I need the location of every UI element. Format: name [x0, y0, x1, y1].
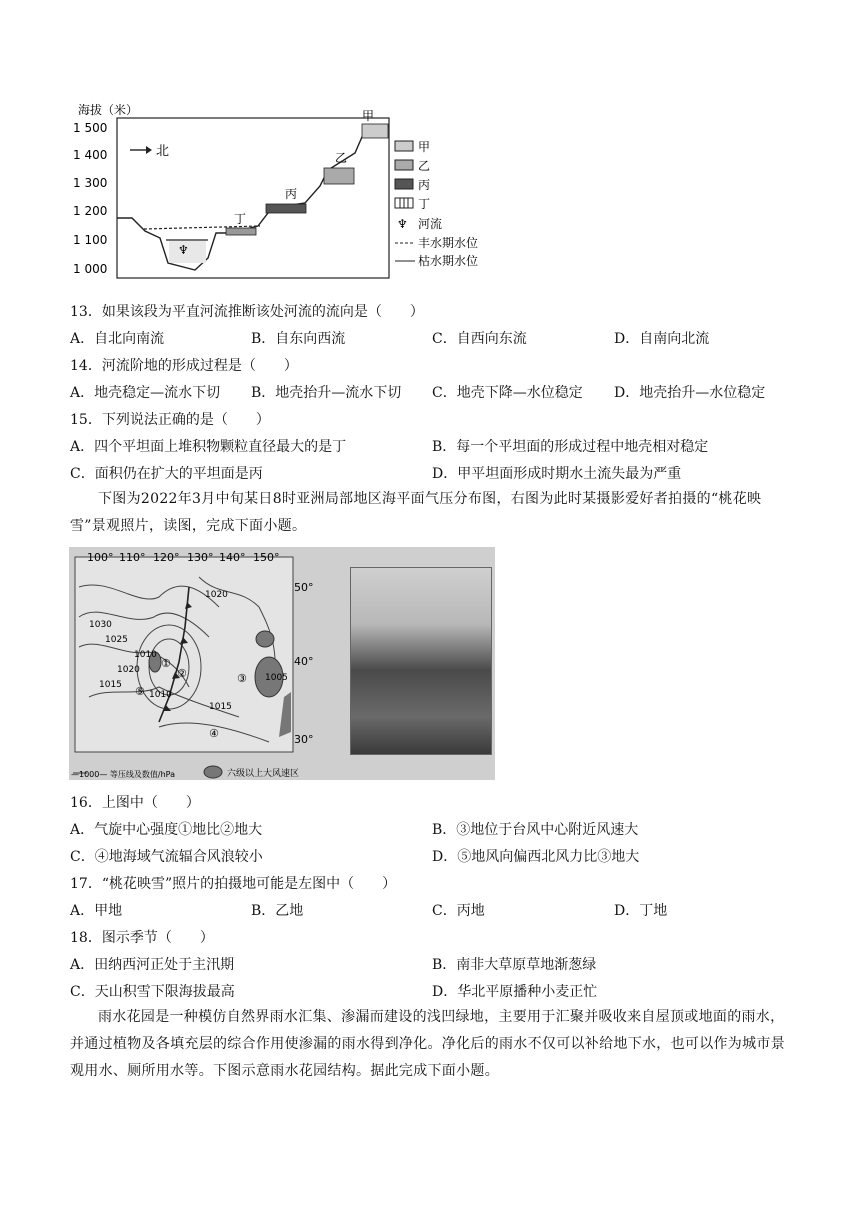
- legend: [395, 140, 478, 268]
- q17-stem: 17．“桃花映雪”照片的拍摄地可能是左图中（ ）: [70, 876, 397, 892]
- q16-option-b[interactable]: B．③地位于台风中心附近风速大: [432, 822, 639, 838]
- terrace-label-ding: 丁: [234, 212, 247, 226]
- q14-option-d[interactable]: D．地壳抬升—水位稳定: [614, 385, 766, 401]
- y-tick: 1 100: [73, 233, 108, 247]
- terrace-ding: [226, 228, 256, 235]
- svg-text:1005: 1005: [265, 673, 288, 683]
- q15-option-a[interactable]: A．四个平坦面上堆积物颗粒直径最大的是丁: [70, 439, 347, 455]
- lon-label: 150°: [253, 551, 280, 564]
- q14-option-c[interactable]: C．地壳下降—水位稳定: [432, 385, 583, 401]
- plot-frame: [117, 118, 389, 278]
- svg-text:1015: 1015: [99, 680, 122, 690]
- lat-label: 40°: [294, 655, 314, 668]
- terrace-label-yi: 乙: [335, 151, 348, 165]
- y-tick: 1 500: [73, 121, 108, 135]
- lon-label: 110°: [119, 551, 146, 564]
- svg-text:河流: 河流: [418, 217, 443, 231]
- q18-option-b[interactable]: B．南非大草原草地渐葱绿: [432, 957, 597, 973]
- q17-option-c[interactable]: C．丙地: [432, 903, 485, 919]
- svg-text:甲: 甲: [418, 140, 431, 154]
- svg-text:1010: 1010: [149, 690, 172, 700]
- q14-option-a[interactable]: A．地壳稳定—流水下切: [70, 385, 221, 401]
- q18-stem: 18．图示季节（ ）: [70, 930, 214, 946]
- q16-option-c[interactable]: C．④地海域气流辐合风浪较小: [70, 849, 263, 865]
- legend-wind: 六级以上大风速区: [227, 769, 300, 779]
- q17-option-a[interactable]: A．甲地: [70, 903, 123, 919]
- weather-figure: [69, 547, 495, 780]
- wind-zone: [256, 631, 274, 647]
- y-tick: 1 000: [73, 262, 108, 276]
- q15-option-c[interactable]: C．面积仍在扩大的平坦面是丙: [70, 466, 263, 482]
- lon-label: 120°: [153, 551, 180, 564]
- svg-text:1020: 1020: [205, 590, 228, 600]
- q15-option-d[interactable]: D．甲平坦面形成时期水土流失最为严重: [432, 466, 682, 482]
- svg-text:1015: 1015: [209, 702, 232, 712]
- svg-text:1010: 1010: [134, 650, 157, 660]
- svg-text:枯水期水位: 枯水期水位: [418, 254, 479, 268]
- terrace-jia: [362, 124, 388, 138]
- q18-option-c[interactable]: C．天山积雪下限海拔最高: [70, 984, 235, 1000]
- terrace-label-bing: 丙: [285, 187, 298, 201]
- lon-label: 140°: [219, 551, 246, 564]
- q14-stem: 14．河流阶地的形成过程是（ ）: [70, 358, 298, 374]
- site-label: ②: [177, 667, 187, 680]
- q13-option-a[interactable]: A．自北向南流: [70, 331, 165, 347]
- lon-label: 100°: [87, 551, 114, 564]
- site-label: ④: [209, 727, 219, 740]
- lat-label: 50°: [294, 581, 314, 594]
- lon-label: 130°: [187, 551, 214, 564]
- intro-paragraph-3: 雨水花园是一种模仿自然界雨水汇集、渗漏而建设的浅凹绿地，主要用于汇聚并吸收来自屋顶或地面的雨水，并通过植物及各填充层的综合作用使渗漏的雨水得到净化。净化后的雨水不仅可以补给地下水，也可以作为城市景观用水、厕所用水等。下图示意雨水花园结构。据此完成下面小题。: [70, 1009, 785, 1079]
- q16-stem: 16．上图中（ ）: [70, 795, 200, 811]
- q13-option-c[interactable]: C．自西向东流: [432, 331, 527, 347]
- q18-option-a[interactable]: A．田纳西河正处于主汛期: [70, 957, 235, 973]
- svg-text:1020: 1020: [117, 665, 140, 675]
- q17-option-d[interactable]: D．丁地: [614, 903, 668, 919]
- q15-option-b[interactable]: B．每一个平坦面的形成过程中地壳相对稳定: [432, 439, 709, 455]
- q18-option-d[interactable]: D．华北平原播种小麦正忙: [432, 984, 598, 1000]
- site-label: ⑤: [135, 685, 145, 698]
- q14-option-b[interactable]: B．地壳抬升—流水下切: [251, 385, 402, 401]
- svg-text:♆: ♆: [397, 217, 408, 231]
- svg-text:1030: 1030: [89, 620, 112, 630]
- legend-isobar: —1000— 等压线及数值/hPa: [71, 770, 176, 779]
- terrace-profile-figure: [70, 98, 510, 284]
- lat-label: 30°: [294, 733, 314, 746]
- svg-text:丁: 丁: [418, 197, 431, 211]
- q15-stem: 15．下列说法正确的是（ ）: [70, 412, 270, 428]
- terrace-bing: [266, 204, 306, 213]
- svg-text:乙: 乙: [418, 159, 431, 173]
- q13-option-b[interactable]: B．自东向西流: [251, 331, 346, 347]
- y-tick: 1 400: [73, 148, 108, 162]
- svg-text:1025: 1025: [105, 635, 128, 645]
- terrace-yi: [324, 168, 354, 184]
- svg-text:丰水期水位: 丰水期水位: [418, 236, 479, 250]
- svg-text:丙: 丙: [418, 178, 431, 192]
- q16-option-a[interactable]: A．气旋中心强度①地比②地大: [70, 822, 263, 838]
- snow-blossom-photo: [350, 567, 492, 755]
- terrace-label-jia: 甲: [362, 109, 375, 123]
- y-tick: 1 200: [73, 204, 108, 218]
- river-symbol-icon: ♆: [178, 243, 189, 257]
- q16-option-d[interactable]: D．⑤地风向偏西北风力比③地大: [432, 849, 640, 865]
- site-label: ①: [161, 657, 171, 670]
- y-tick: 1 300: [73, 176, 108, 190]
- q17-option-b[interactable]: B．乙地: [251, 903, 304, 919]
- y-axis-title: 海拔（米）: [78, 103, 139, 117]
- q13-stem: 13．如果该段为平直河流推断该处河流的流向是（ ）: [70, 304, 424, 320]
- north-label: 北: [156, 144, 170, 159]
- site-label: ③: [237, 672, 247, 685]
- q13-option-d[interactable]: D．自南向北流: [614, 331, 710, 347]
- intro-paragraph-2: 下图为2022年3月中旬某日8时亚洲局部地区海平面气压分布图，右图为此时某摄影爱好者拍摄的“桃花映雪”景观照片，读图，完成下面小题。: [70, 491, 762, 534]
